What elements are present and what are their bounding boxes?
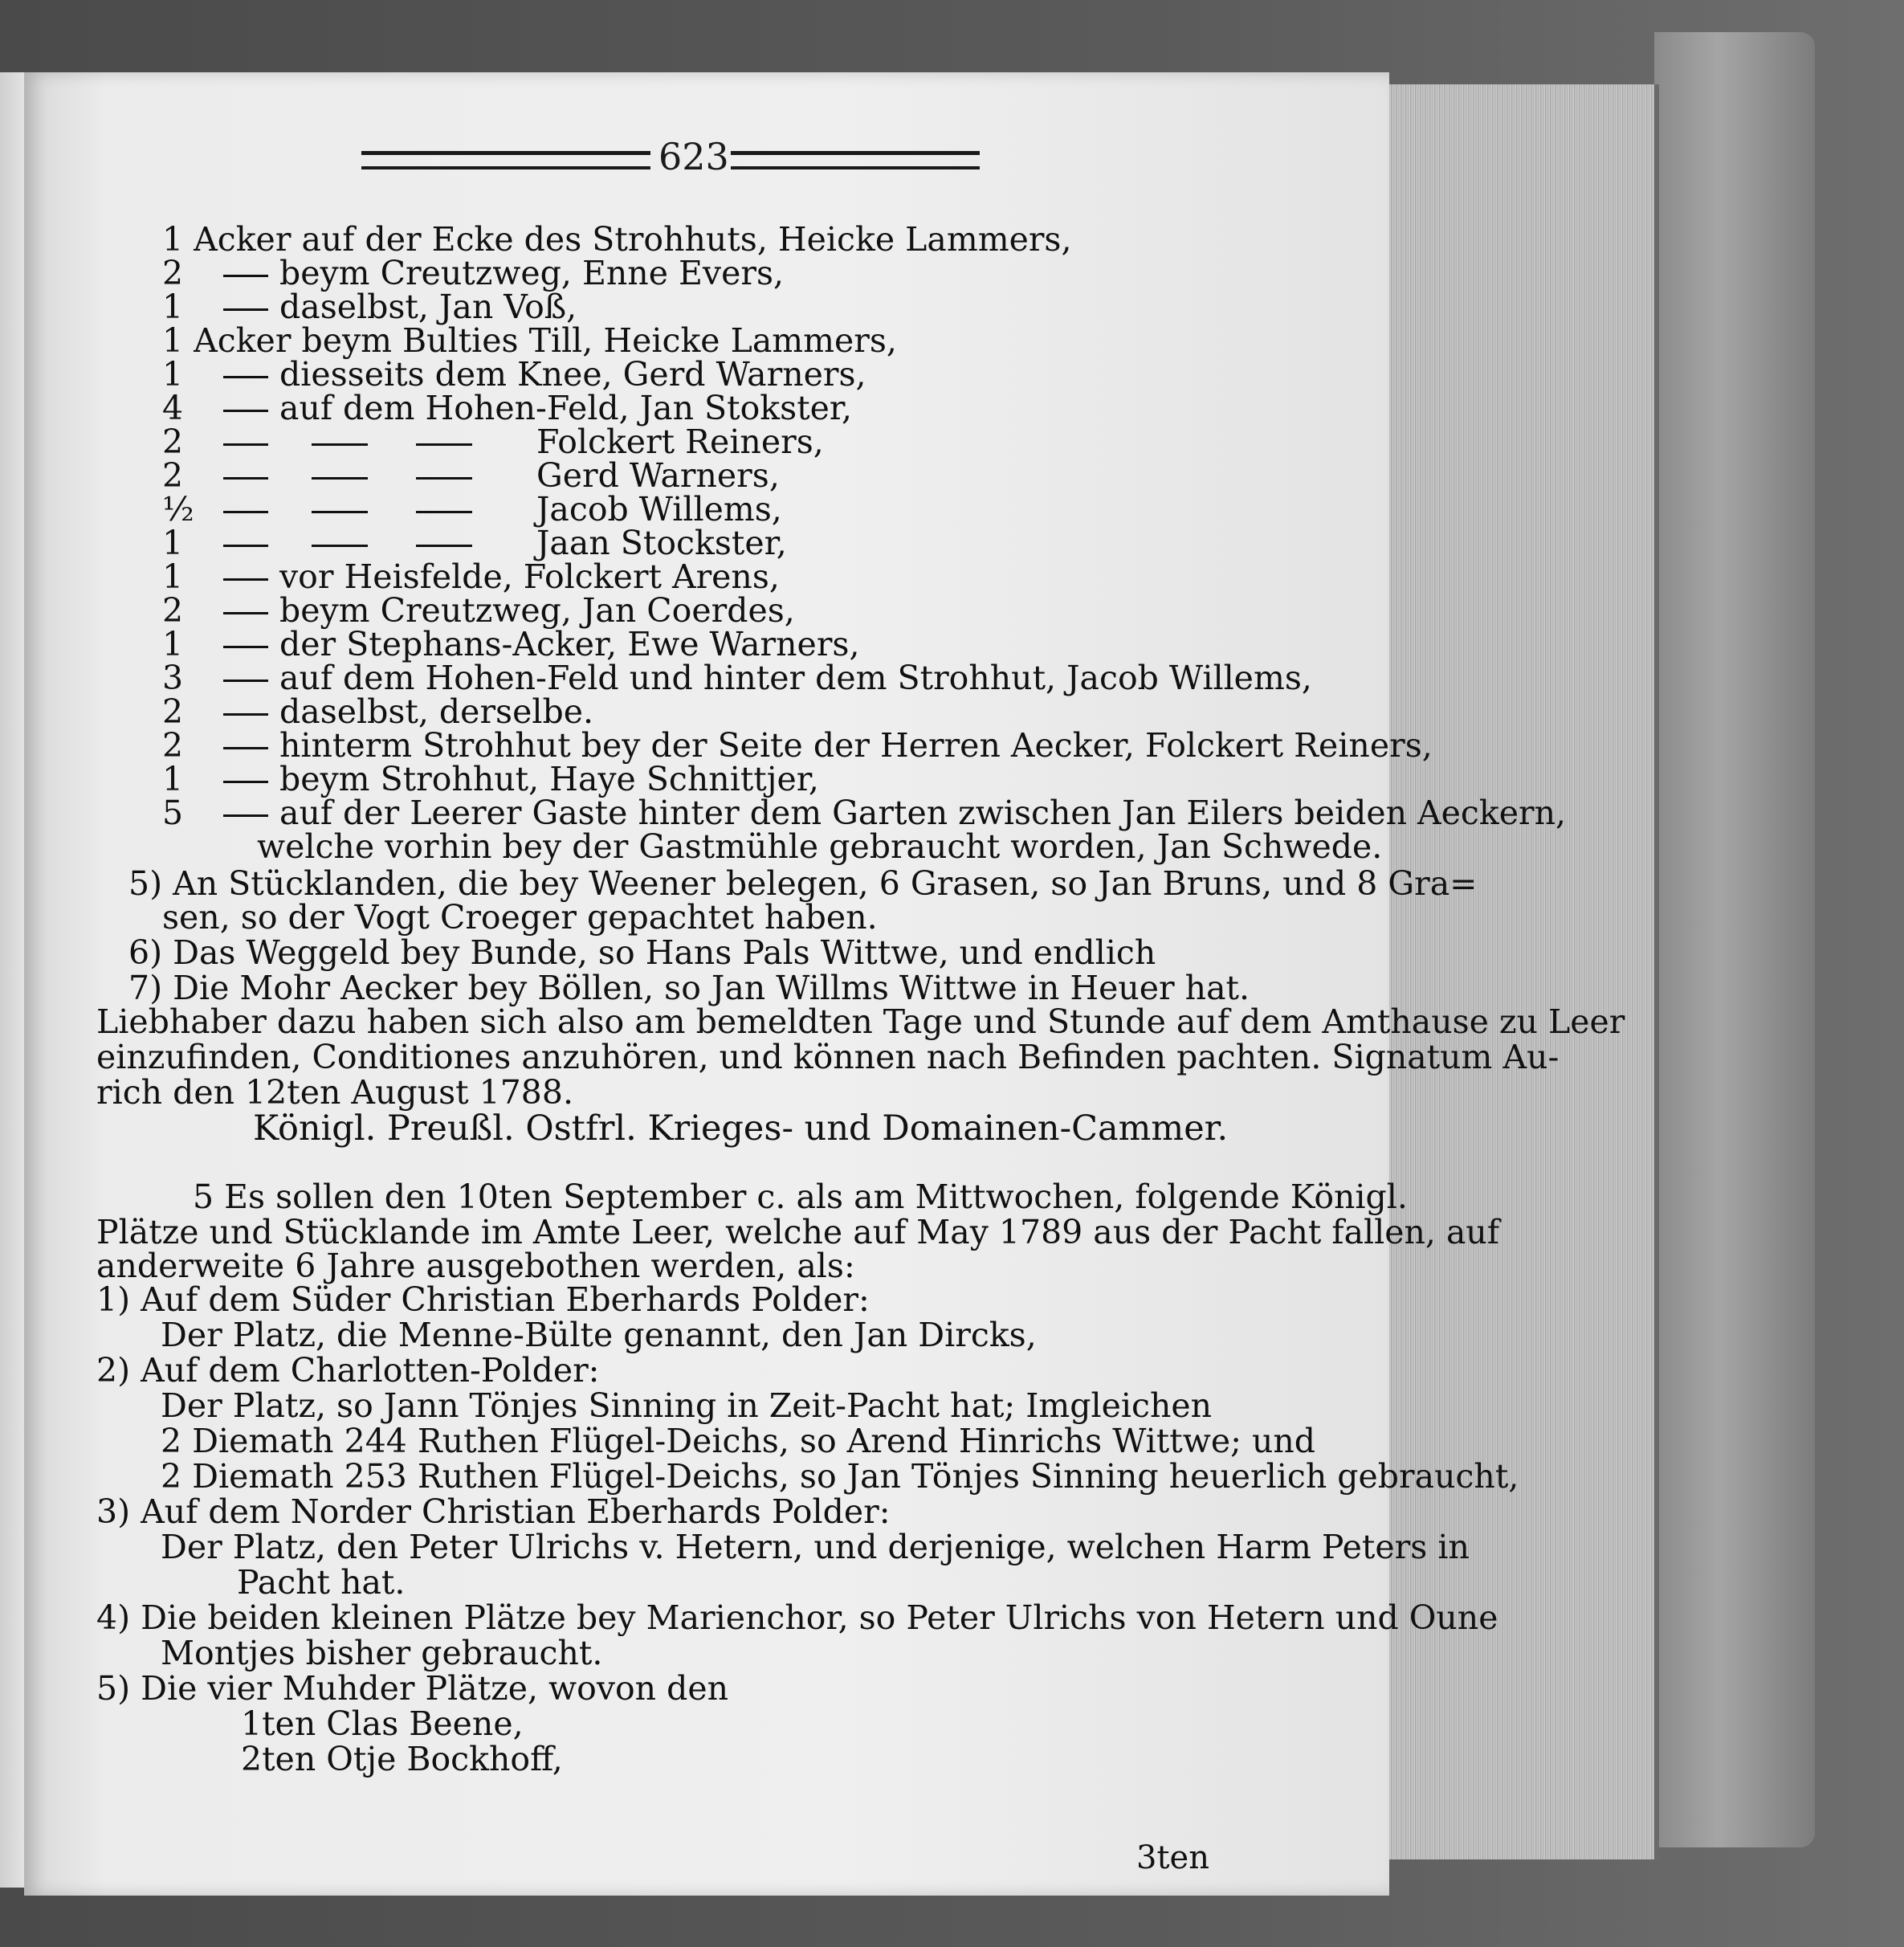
item-5: 5) An Stücklanden, die bey Weener belegen, 6 Grasen, so Jan Bruns, und 8 Gra= [128, 864, 1478, 903]
ditto-dash [223, 680, 268, 682]
ditto-dash [223, 578, 268, 581]
entry-text: beym Creutzweg, Jan Coerdes, [279, 591, 795, 630]
ditto-dash [223, 511, 268, 513]
entry-text: der Stephans-Acker, Ewe Warners, [279, 625, 860, 663]
notice-item-1: 1) Auf dem Süder Christian Eberhards Polder: [96, 1280, 870, 1319]
entry-text: Acker beym Bulties Till, Heicke Lammers, [194, 321, 897, 360]
entry-text: daselbst, Jan Voß, [279, 288, 577, 326]
list-item [162, 321, 897, 360]
list-item [162, 254, 785, 292]
entry-number: 1 [162, 220, 184, 259]
list-item [162, 220, 1072, 259]
ditto-dash [223, 747, 268, 749]
entry-number: ½ [162, 490, 194, 529]
ditto-dash [223, 545, 268, 547]
notice-line: Plätze und Stücklande im Amte Leer, welche auf May 1789 aus der Pacht fallen, auf [96, 1213, 1500, 1251]
entry-text: diesseits dem Knee, Gerd Warners, [279, 355, 866, 394]
ditto-dash [223, 781, 268, 783]
item-6: 6) Das Weggeld bey Bunde, so Hans Pals Wittwe, und endlich [128, 933, 1156, 972]
notice-line: anderweite 6 Jahre ausgebothen werden, als: [96, 1247, 855, 1285]
entry-text: auf der Leerer Gaste hinter dem Garten zwischen Jan Eilers beiden Aeckern, [279, 794, 1567, 832]
ditto-dash [223, 410, 268, 412]
item-7: 7) Die Mohr Aecker bey Böllen, so Jan Willms Wittwe in Heuer hat. [128, 969, 1250, 1007]
ditto-dash [223, 612, 268, 614]
entry-text: Jaan Stockster, [536, 524, 787, 562]
ditto-dash [416, 477, 472, 480]
ditto-dash [416, 511, 472, 513]
notice-item-3a: Der Platz, den Peter Ulrichs v. Hetern, und derjenige, welchen Harm Peters in [161, 1528, 1470, 1566]
entry-text: auf dem Hohen-Feld und hinter dem Strohhut, Jacob Willems, [279, 659, 1312, 697]
entry-number: 5 [162, 794, 184, 832]
header-rule-left [361, 151, 650, 169]
ditto-dash [223, 713, 268, 716]
notice-item-2b: 2 Diemath 244 Ruthen Flügel-Deichs, so Arend Hinrichs Wittwe; und [161, 1422, 1316, 1460]
ditto-dash [312, 443, 368, 446]
list-item [162, 524, 787, 562]
entry-number: 1 [162, 625, 184, 663]
notice-item-4: 4) Die beiden kleinen Plätze bey Marienchor, so Peter Ulrichs von Hetern und Oune [96, 1598, 1498, 1637]
paragraph-line: rich den 12ten August 1788. [96, 1073, 573, 1112]
ditto-dash [223, 477, 268, 480]
entry-text: beym Strohhut, Haye Schnittjer, [279, 760, 819, 798]
page-edges [1381, 84, 1659, 1859]
notice-item-5: 5) Die vier Muhder Plätze, wovon den [96, 1669, 729, 1708]
entry-number: 2 [162, 591, 184, 630]
notice-item-3b: Pacht hat. [237, 1563, 406, 1602]
ditto-dash [223, 376, 268, 378]
notice-item-5b: 2ten Otje Bockhoff, [241, 1740, 563, 1778]
entry-number: 1 [162, 557, 184, 596]
entry-text: Acker auf der Ecke des Strohhuts, Heicke Lammers, [194, 220, 1072, 259]
ditto-dash [312, 545, 368, 547]
list-item [162, 591, 795, 630]
entry-number: 1 [162, 355, 184, 394]
entry-number: 2 [162, 422, 184, 461]
list-item [162, 490, 782, 529]
signature-line: Königl. Preußl. Ostfrl. Krieges- und Domainen-Cammer. [253, 1108, 1229, 1149]
ditto-dash [416, 443, 472, 446]
entry-text: beym Creutzweg, Enne Evers, [279, 254, 785, 292]
list-item [162, 625, 860, 663]
ditto-dash [312, 511, 368, 513]
notice-item-5a: 1ten Clas Beene, [241, 1704, 524, 1743]
page-number: 623 [658, 135, 729, 178]
list-item [162, 288, 577, 326]
entry-number: 1 [162, 288, 184, 326]
notice-item-2: 2) Auf dem Charlotten-Polder: [96, 1351, 600, 1390]
header-rule-right [731, 151, 980, 169]
ditto-dash [223, 275, 268, 277]
notice-line: 5 Es sollen den 10ten September c. als am Mittwochen, folgende Königl. [193, 1178, 1408, 1216]
list-item [162, 355, 866, 394]
notice-item-1a: Der Platz, die Menne-Bülte genannt, den Jan Dircks, [161, 1316, 1037, 1354]
item-5-cont: sen, so der Vogt Croeger gepachtet haben. [162, 898, 878, 937]
list-item [162, 726, 1433, 765]
list-item [162, 557, 780, 596]
notice-item-2a: Der Platz, so Jann Tönjes Sinning in Zeit-Pacht hat; Imgleichen [161, 1386, 1213, 1425]
entry-number: 1 [162, 321, 184, 360]
catchword: 3ten [1136, 1839, 1209, 1876]
entry-number: 2 [162, 726, 184, 765]
ditto-dash [223, 308, 268, 311]
entry-number: 3 [162, 659, 184, 697]
document-page [24, 72, 1625, 1896]
entry-text: hinterm Strohhut bey der Seite der Herren Aecker, Folckert Reiners, [279, 726, 1433, 765]
paragraph-line: einzufinden, Conditiones anzuhören, und können nach Befinden pachten. Signatum Au- [96, 1038, 1559, 1076]
paragraph-line: Liebhaber dazu haben sich also am bemeldten Tage und Stunde auf dem Amthause zu Leer [96, 1002, 1625, 1041]
entry-continuation: welche vorhin bey der Gastmühle gebraucht worden, Jan Schwede. [257, 827, 1383, 866]
notice-item-2c: 2 Diemath 253 Ruthen Flügel-Deichs, so Jan Tönjes Sinning heuerlich gebraucht, [161, 1457, 1519, 1496]
entry-number: 2 [162, 692, 184, 731]
notice-item-4b: Montjes bisher gebraucht. [161, 1634, 603, 1672]
notice-item-3: 3) Auf dem Norder Christian Eberhards Polder: [96, 1492, 891, 1531]
entry-text: auf dem Hohen-Feld, Jan Stokster, [279, 389, 853, 427]
list-item [162, 760, 819, 798]
ditto-dash [223, 646, 268, 648]
entry-text: Gerd Warners, [536, 456, 780, 495]
list-item [162, 794, 1567, 832]
list-item [162, 422, 824, 461]
book-cover [1654, 32, 1815, 1847]
entry-number: 2 [162, 254, 184, 292]
page-header [24, 135, 1389, 183]
ditto-dash [416, 545, 472, 547]
entry-number: 2 [162, 456, 184, 495]
entry-text: vor Heisfelde, Folckert Arens, [279, 557, 780, 596]
list-item [162, 692, 594, 731]
list-item [162, 389, 853, 427]
entry-number: 1 [162, 524, 184, 562]
entry-number: 4 [162, 389, 184, 427]
entry-text: daselbst, derselbe. [279, 692, 594, 731]
entry-number: 1 [162, 760, 184, 798]
ditto-dash [312, 477, 368, 480]
list-item [162, 659, 1312, 697]
ditto-dash [223, 443, 268, 446]
entry-text: Jacob Willems, [536, 490, 782, 529]
list-item [162, 456, 780, 495]
entry-text: Folckert Reiners, [536, 422, 824, 461]
ditto-dash [223, 814, 268, 817]
